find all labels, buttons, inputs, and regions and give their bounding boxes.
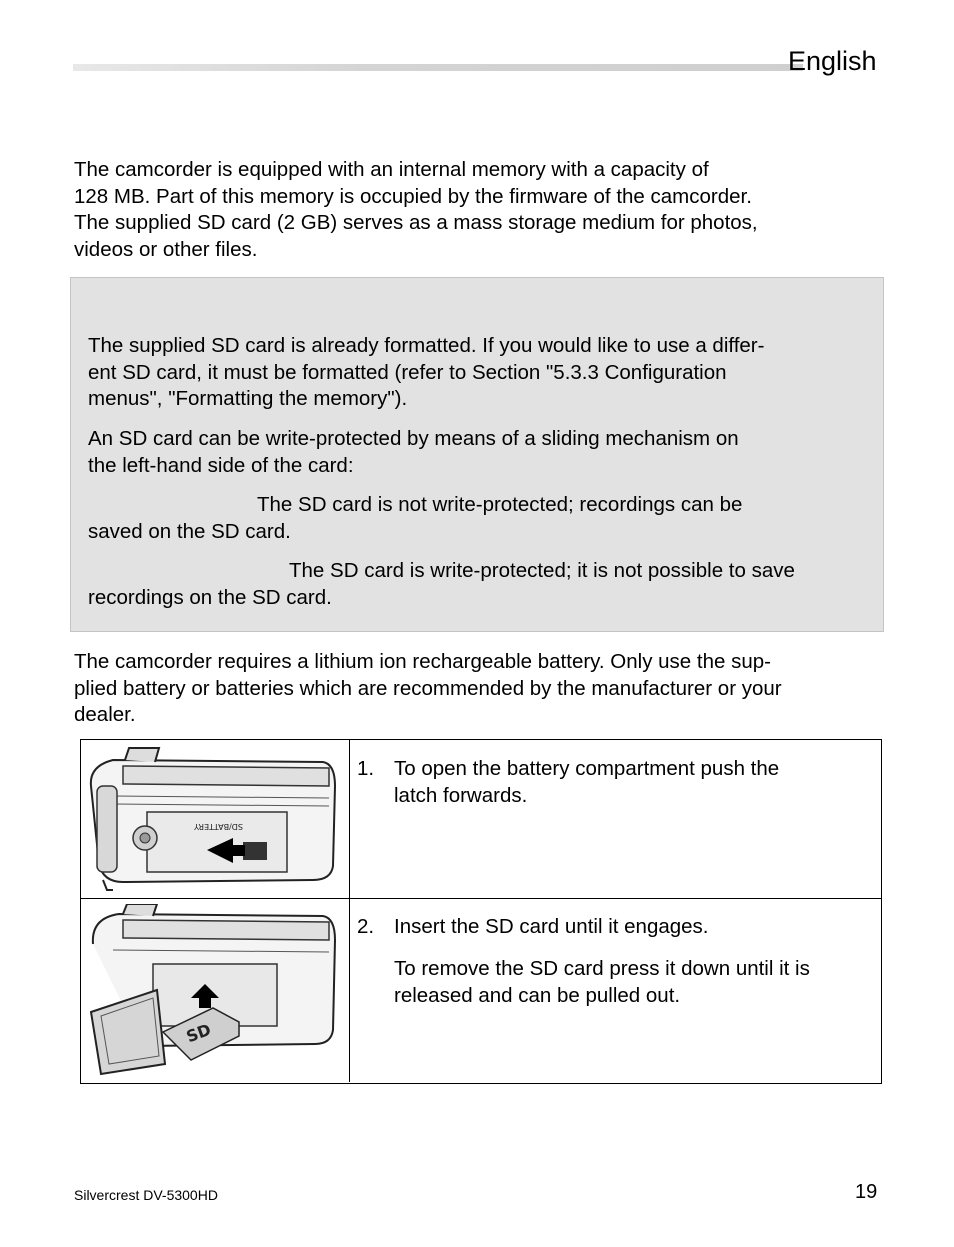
step-number: 1.: [357, 757, 375, 780]
intro-paragraph: [74, 157, 886, 263]
column-divider: [349, 740, 350, 898]
note-formatted-paragraph: [88, 333, 870, 413]
note-line: ent SD card, it must be formatted (refer to Section "5.3.3 Configuration: [88, 360, 727, 384]
note-box: [70, 277, 884, 632]
step-line: To open the battery compartment push the: [394, 757, 780, 780]
note-line: The SD card is not write-protected; recordings can be: [257, 493, 743, 516]
camcorder-battery-latch-illustration: [83, 746, 345, 892]
language-label: English: [788, 46, 877, 76]
battery-line: The camcorder requires a lithium ion rechargeable battery. Only use the sup-: [74, 650, 771, 673]
step-row: [81, 898, 881, 1082]
note-line: The SD card is write-protected; it is not possible to save: [289, 559, 795, 582]
header-rule: [73, 64, 803, 71]
note-line: An SD card can be write-protected by means of a sliding mechanism on: [88, 427, 739, 450]
note-unlocked-paragraph: [88, 492, 870, 545]
step-text: [394, 756, 864, 809]
step-line: latch forwards.: [394, 783, 528, 807]
column-divider: [349, 898, 350, 1082]
footer-model: Silvercrest DV-5300HD: [74, 1187, 218, 1203]
note-line: The supplied SD card is already formatted. If you would like to use a differ-: [88, 334, 765, 357]
step-line: Insert the SD card until it engages.: [394, 915, 709, 938]
battery-line: dealer.: [74, 703, 136, 726]
intro-line: The camcorder is equipped with an internal memory with a capacity of: [74, 158, 709, 181]
page-number: 19: [855, 1181, 878, 1203]
note-line: saved on the SD card.: [88, 519, 291, 543]
step-number: 2.: [357, 915, 375, 938]
camcorder-sd-insert-illustration: [83, 904, 345, 1076]
intro-line: videos or other files.: [74, 237, 258, 261]
note-protect-paragraph: [88, 426, 870, 479]
note-line: recordings on the SD card.: [88, 585, 332, 609]
battery-paragraph: [74, 649, 886, 729]
step-text: [394, 914, 864, 941]
step-line: To remove the SD card press it down until it is: [394, 957, 810, 980]
steps-table: [80, 739, 882, 1084]
intro-line: The supplied SD card (2 GB) serves as a mass storage medium for photos,: [74, 211, 758, 234]
note-line: menus", "Formatting the memory").: [88, 387, 408, 410]
battery-line: plied battery or batteries which are recommended by the manufacturer or your: [74, 676, 782, 700]
svg-text:SD: SD: [183, 1019, 214, 1047]
step-row: [81, 740, 881, 899]
step-extra-text: [394, 956, 864, 1009]
note-locked-paragraph: [88, 558, 870, 611]
note-line: the left-hand side of the card:: [88, 453, 354, 477]
svg-text:SD/BATTERY: SD/BATTERY: [194, 822, 243, 831]
intro-line: 128 MB. Part of this memory is occupied by the firmware of the camcorder.: [74, 184, 752, 208]
step-line: released and can be pulled out.: [394, 983, 681, 1007]
